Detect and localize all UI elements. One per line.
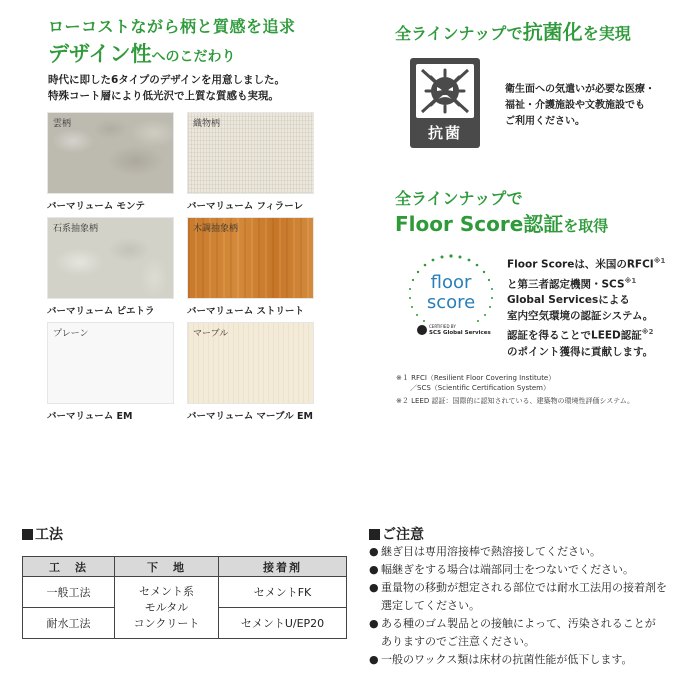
swatch-filare xyxy=(187,112,314,194)
method-title-text: 工法 xyxy=(35,527,63,543)
floorscore-desc-line4: 室内空気環境の認証システム。 xyxy=(507,310,654,322)
header-adhesive: 接着剤 xyxy=(219,557,347,577)
header-substrate: 下 地 xyxy=(115,557,219,577)
header-method: 工 法 xyxy=(23,557,115,577)
substrate-line3: コンクリート xyxy=(133,616,200,630)
caution-item-continued-text: ありますのでご注意ください。 xyxy=(381,635,535,648)
floorscore-logo-text-bottom: score xyxy=(426,292,476,313)
floorscore-heading-line1: 全ラインナップで xyxy=(395,189,523,208)
substrate-line1: セメント系 xyxy=(139,584,194,598)
caution-item: ● ある種のゴム製品との接触によって、汚染されることが xyxy=(369,615,699,633)
footnote-1-line1: ※１ RFCI（Resilient Floor Covering Institute） xyxy=(396,374,556,382)
swatch-tag: 木調抽象柄 xyxy=(193,224,239,234)
cautions-list xyxy=(369,543,699,669)
swatch-tag: マーブル xyxy=(193,329,229,339)
caution-item-continued xyxy=(369,597,699,615)
cautions-title-text: ご注意 xyxy=(382,527,424,543)
swatch-name: バーマリューム フィラーレ xyxy=(187,201,304,212)
germ-icon xyxy=(416,64,474,118)
caution-item: ● 継ぎ目は専用溶接棒で熱溶接してください。 xyxy=(369,543,699,561)
floorscore-desc-line3: Global Servicesによる xyxy=(507,294,630,306)
caution-item-continued-text: 選定してください。 xyxy=(381,599,480,612)
antibacterial-desc-line2: 福祉・介護施設や文教施設でも xyxy=(505,100,645,111)
floorscore-desc-line2: と第三者認定機関・SCS xyxy=(507,278,625,290)
caution-item-continued xyxy=(369,633,699,651)
antibacterial-badge-label: 抗菌 xyxy=(427,124,462,142)
cell-method: 一般工法 xyxy=(23,577,115,608)
floorscore-heading-suffix: を取得 xyxy=(563,217,609,235)
design-intro xyxy=(48,72,285,104)
design-heading-line1: ローコストながら柄と質感を追求 xyxy=(48,17,296,36)
footnote-1-line2: ／SCS（Scientific Certification System） xyxy=(396,384,550,392)
antibacterial-desc-line1: 衛生面への気遣いが必要な医療・ xyxy=(505,84,655,95)
method-title xyxy=(22,524,63,544)
design-heading-suffix: へのこだわり xyxy=(151,49,236,65)
antibacterial-heading xyxy=(395,16,631,45)
floorscore-note-ref: ※1 xyxy=(624,276,637,285)
substrate-line2: モルタル xyxy=(144,600,189,614)
floorscore-note-ref: ※1 xyxy=(653,257,666,265)
floorscore-logo-certified: CERTIFIED BY xyxy=(429,324,456,329)
swatch-name: バーマリューム ピエトラ xyxy=(47,306,155,317)
swatch-name: バーマリューム モンテ xyxy=(47,201,146,212)
caution-item: ● 幅継ぎをする場合は端部同士をつないでください。 xyxy=(369,561,699,579)
floorscore-footnotes xyxy=(396,373,634,406)
footnote-2: ※２ LEED 認証：国際的に認知されている、建築物の環境性評価システム。 xyxy=(396,397,634,405)
floorscore-heading-emphasis: Floor Score認証 xyxy=(395,212,564,236)
square-bullet-icon xyxy=(22,529,33,540)
floorscore-desc-line5: 認証を得ることでLEED認証 xyxy=(507,329,642,342)
caution-item: ● 一般のワックス類は床材の抗菌性能が低下します。 xyxy=(369,651,699,669)
swatch-marble-em xyxy=(187,322,314,404)
table-header-row xyxy=(23,557,347,577)
antibacterial-heading-pre: 全ラインナップで xyxy=(395,24,523,43)
floorscore-heading-line2 xyxy=(395,208,608,237)
swatch-name: バーマリューム ストリート xyxy=(187,306,305,317)
floorscore-desc-line1: Floor Scoreは、米国のRFCI xyxy=(507,258,654,271)
swatch-em xyxy=(47,322,174,404)
floorscore-description xyxy=(507,253,665,360)
swatch-pietra xyxy=(47,217,174,299)
cell-adhesive: セメントU/EP20 xyxy=(219,608,347,639)
cell-method: 耐水工法 xyxy=(23,608,115,639)
design-intro-line1: 時代に即した6タイプのデザインを用意しました。 xyxy=(48,74,286,86)
square-bullet-icon xyxy=(369,529,380,540)
caution-item: ● 重量物の移動が想定される部位では耐水工法用の接着剤を xyxy=(369,579,699,597)
cell-adhesive: セメントFK xyxy=(219,577,347,608)
swatch-tag: プレーン xyxy=(53,329,89,339)
table-row xyxy=(23,577,347,608)
swatch-name: バーマリューム マーブル EM xyxy=(187,411,313,422)
cell-substrate xyxy=(115,577,219,639)
antibacterial-description xyxy=(505,82,655,130)
floorscore-logo xyxy=(404,248,499,343)
antibacterial-badge xyxy=(410,58,480,148)
antibacterial-heading-post: を実現 xyxy=(582,24,631,43)
antibacterial-desc-line3: ご利用ください。 xyxy=(505,116,585,127)
swatch-tag: 石系抽象柄 xyxy=(53,224,99,234)
cautions-title xyxy=(369,524,424,544)
method-table xyxy=(22,556,347,639)
swatch-tag: 雲柄 xyxy=(53,119,72,129)
floorscore-desc-line6: のポイント獲得に貢献します。 xyxy=(507,345,654,358)
swatch-tag: 織物柄 xyxy=(193,119,221,129)
design-intro-line2: 特殊コート層により低光沢で上質な質感も実現。 xyxy=(48,90,279,102)
swatch-monte xyxy=(47,112,174,194)
floorscore-logo-org: SCS Global Services xyxy=(429,330,491,336)
floorscore-logo-text-top: floor xyxy=(430,272,472,293)
design-heading-line2 xyxy=(48,38,236,68)
swatch-name: バーマリューム EM xyxy=(47,411,133,422)
design-heading-emphasis: デザイン性 xyxy=(48,42,152,66)
antibacterial-heading-emphasis: 抗菌化 xyxy=(522,20,583,44)
swatch-street xyxy=(187,217,314,299)
floorscore-note-ref: ※2 xyxy=(641,328,654,336)
